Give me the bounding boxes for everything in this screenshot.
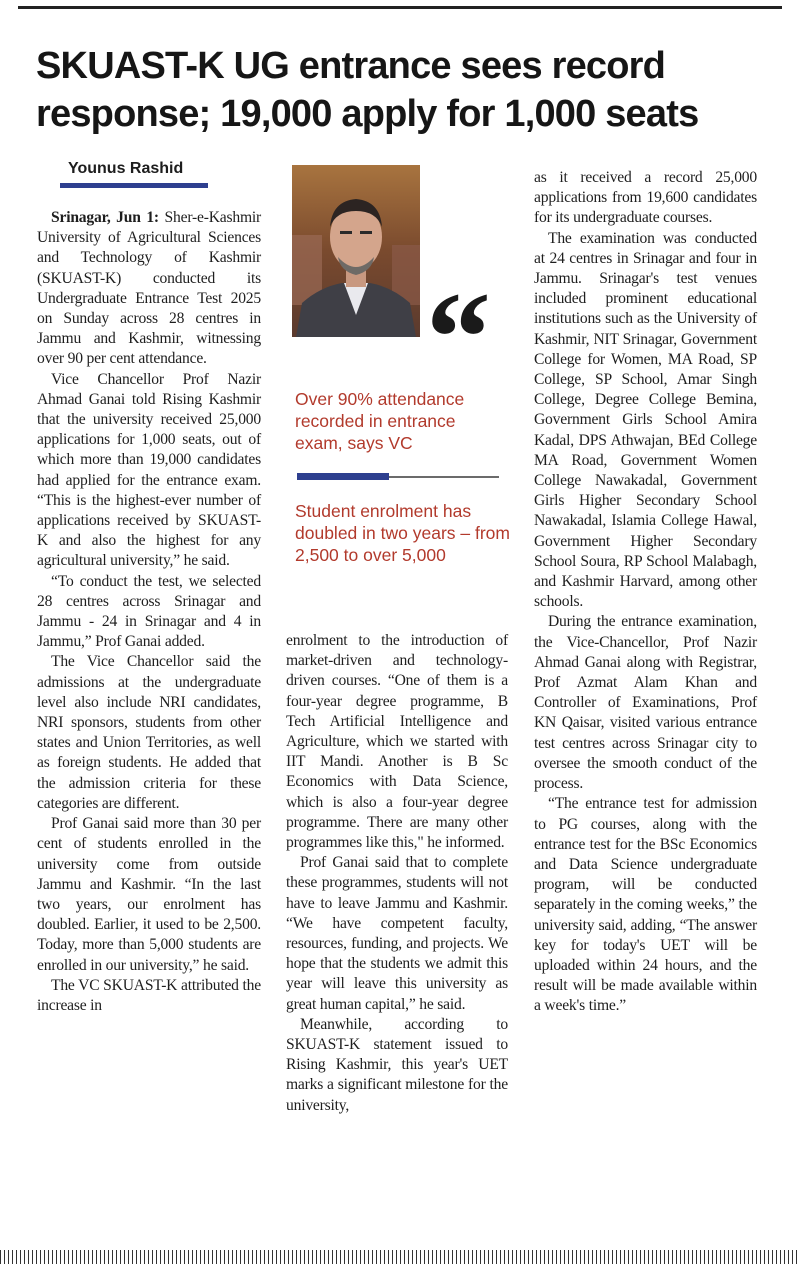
bottom-barcode-strip bbox=[0, 1250, 800, 1264]
article-column-2 bbox=[286, 631, 508, 1116]
quote-mark-icon: “ bbox=[426, 266, 491, 410]
pull-quote-attendance: Over 90% attendance recorded in entrance exam, says VC bbox=[295, 389, 465, 453]
top-rule bbox=[18, 6, 782, 9]
pull-quote-rule-thick bbox=[297, 473, 389, 480]
byline-rule bbox=[60, 183, 208, 188]
paragraph-text: Sher-e-Kashmir University of Agricultural Sciences and Technology of Kashmir (SKUAST-K) conducted its Undergraduate Entrance Test 2025 on Sunday across 28 centres in Jammu and Kashmir, witnessing over 90 per cent attendance. bbox=[37, 209, 262, 368]
paragraph: “To conduct the test, we selected 28 centres across Srinagar and Jammu - 24 in Srinagar and 4 in Jammu,” Prof Ganai added. bbox=[37, 572, 261, 651]
paragraph: enrolment to the introduction of market-driven and technology-driven courses. “One of them is a four-year degree programme, B Tech Artificial Intelligence and Agriculture, which we started with IIT Mandi. Another is B Sc Economics with Data Science, which is also a four-year degree programme. There are many other programmes like this," he informed. bbox=[286, 632, 508, 852]
portrait-illustration bbox=[292, 165, 420, 337]
paragraph: The VC SKUAST-K attributed the increase in bbox=[37, 976, 261, 1014]
paragraph: Meanwhile, according to SKUAST-K statement issued to Rising Kashmir, this year's UET marks a significant milestone for the university, bbox=[286, 1015, 508, 1114]
pull-quote-rule-thin bbox=[389, 476, 499, 478]
paragraph: During the entrance examination, the Vice-Chancellor, Prof Nazir Ahmad Ganai along with Registrar, Prof Azmat Alam Khan and Controller of Examinations, Prof KN Qaisar, visited various entrance test centres across Srinagar city to oversee the smooth conduct of the process. bbox=[534, 613, 757, 793]
paragraph: The Vice Chancellor said the admissions at the undergraduate level also include NRI candidates, NRI sponsors, students from other states and Union Territories, as well as foreign students. He added that the admission criteria for these categories are different. bbox=[37, 653, 261, 812]
paragraph: Prof Ganai said more than 30 per cent of students enrolled in the university come from outside Jammu and Kashmir. “In the last two years, our enrolment has doubled. Earlier, it used to be 2,500. Today, more than 5,000 students are enrolled in our university,” he said. bbox=[37, 815, 261, 974]
headline: SKUAST-K UG entrance sees record response; 19,000 apply for 1,000 seats bbox=[36, 45, 699, 135]
dateline: Srinagar, Jun 1: bbox=[51, 209, 159, 226]
paragraph: as it received a record 25,000 applications from 19,600 candidates for its undergraduate courses. bbox=[534, 169, 757, 227]
paragraph: Prof Ganai said that to complete these programmes, students will not have to leave Jammu and Kashmir. “We have competent faculty, resources, funding, and projects. We hope that the students we admit this year will leave this university as great human capital,” he said. bbox=[286, 854, 508, 1013]
article-column-3 bbox=[534, 168, 757, 1017]
paragraph: Vice Chancellor Prof Nazir Ahmad Ganai told Rising Kashmir that the university received 25,000 applications for 1,000 seats, out of which more than 19,000 candidates had applied for the entrance exam. “This is the highest-ever number of applications received by SKUAST-K and also the highest for any agricultural university,” he said. bbox=[37, 370, 261, 570]
paragraph bbox=[37, 208, 261, 370]
pull-quote-enrolment: Student enrolment has doubled in two years – from 2,500 to over 5,000 bbox=[295, 501, 510, 565]
paragraph: The examination was conducted at 24 centres in Srinagar and four in Jammu. Srinagar's test venues included prominent educational institutions such as the University of Kashmir, NIT Srinagar, Government College for Women, MA Road, SP College, SP School, Amar Singh College, Degree College Bemina, Government Girls School Amira Kadal, DPS Athwajan, BEd College MA Road, Government Women College Nawakadal, Government Girls Higher Secondary School Nawakadal, Islamia College Hawal, Government Higher Secondary School Soura, RP School Malabagh, and Kashmir Harvard, among other schools. bbox=[534, 229, 757, 611]
byline: Younus Rashid bbox=[68, 160, 184, 177]
vice-chancellor-photo bbox=[292, 165, 420, 337]
article-column-1 bbox=[37, 208, 261, 1016]
paragraph: “The entrance test for admission to PG courses, along with the entrance test for the BSc Economics and Data Science undergraduate program, will be conducted separately in the coming weeks,” the university said, adding, “The answer key for today's UET will be uploaded within 24 hours, and the result will be made available within a week's time.” bbox=[534, 795, 757, 1015]
